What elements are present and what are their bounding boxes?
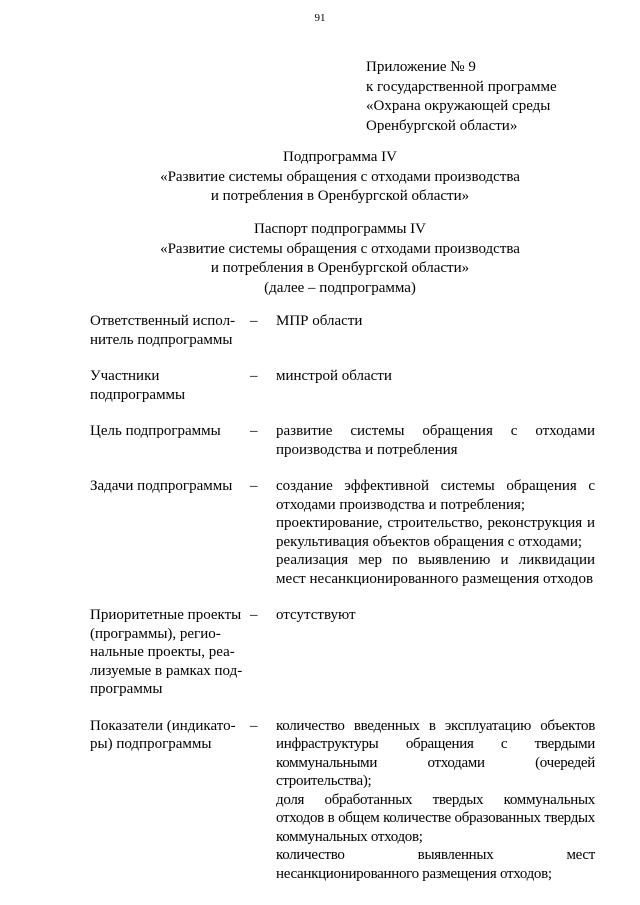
label-line: Участники — [90, 368, 160, 384]
value-paragraph: МПР области — [276, 313, 363, 329]
subprogram-title-line: Подпрограмма IV — [283, 149, 397, 165]
passport-table — [90, 312, 595, 883]
passport-row-tasks — [90, 477, 595, 588]
row-dash: – — [250, 717, 258, 734]
row-label — [90, 477, 248, 496]
passport-row-executor — [90, 312, 595, 349]
label-line: Цель подпрограммы — [90, 423, 221, 439]
passport-row-participants — [90, 367, 595, 404]
row-value — [276, 477, 595, 588]
row-label — [90, 367, 248, 404]
label-line: нитель подпрограммы — [90, 331, 233, 348]
subprogram-title-line: «Развитие системы обращения с отходами производства — [160, 168, 520, 185]
passport-row-indicators — [90, 717, 595, 884]
passport-row-goal — [90, 422, 595, 459]
value-paragraph: создание эффективной системы обращения с отходами производства и потребления; — [276, 478, 595, 513]
label-line: ры) подпрограммы — [90, 736, 212, 752]
row-label — [90, 717, 248, 754]
row-label — [90, 422, 248, 441]
passport-heading — [0, 220, 640, 298]
label-line: (программы), регио- — [90, 625, 221, 642]
annex-line: Оренбургской области» — [366, 117, 518, 134]
passport-heading-line: «Развитие системы обращения с отходами производства — [160, 240, 520, 257]
row-label — [90, 606, 248, 699]
row-value — [276, 717, 595, 884]
subprogram-title — [0, 148, 640, 207]
value-paragraph: реализация мер по выявлению и ликвидации мест несанкционированного размещения отходов — [276, 552, 595, 587]
value-paragraph: количество введенных в эксплуатацию объектов инфраструктуры обращения с твердыми коммунальными отходами (очередей строительства); — [276, 717, 595, 789]
value-paragraph: развитие системы обращения с отходами производства и потребления — [276, 423, 595, 458]
annex-line: Приложение № 9 — [366, 59, 476, 75]
value-paragraph: отсутствуют — [276, 607, 356, 623]
row-value — [276, 606, 595, 625]
row-dash: – — [250, 368, 258, 384]
label-line: нальные проекты, реа- — [90, 644, 235, 660]
label-line: Задачи подпрограммы — [90, 478, 233, 494]
label-line: программы — [90, 681, 163, 697]
label-line: лизуемые в рамках под- — [90, 662, 243, 679]
value-paragraph: доля обработанных твердых коммунальных отходов в общем количестве образованных твердых коммунальных отходов; — [276, 791, 595, 845]
row-dash: – — [250, 313, 258, 329]
annex-line: к государственной программе — [366, 78, 557, 95]
row-value — [276, 367, 595, 386]
row-dash: – — [250, 478, 258, 494]
passport-heading-line: и потребления в Оренбургской области» — [210, 260, 470, 276]
row-dash: – — [250, 607, 258, 623]
label-line: Ответственный испол- — [90, 313, 236, 329]
passport-row-priority-projects — [90, 606, 595, 699]
value-paragraph: минстрой области — [276, 368, 392, 384]
label-line: подпрограммы — [90, 386, 186, 403]
row-value — [276, 312, 595, 331]
passport-heading-line: Паспорт подпрограммы IV — [254, 221, 426, 237]
label-line: Показатели (индикато- — [90, 717, 236, 734]
annex-line: «Охрана окружающей среды — [366, 98, 551, 114]
label-line: Приоритетные проекты — [90, 607, 242, 623]
row-dash: – — [250, 423, 258, 439]
passport-heading-line: (далее – подпрограмма) — [264, 279, 416, 296]
annex-header — [366, 58, 557, 136]
page-number: 91 — [314, 12, 326, 24]
row-value — [276, 422, 595, 459]
subprogram-title-line: и потребления в Оренбургской области» — [210, 188, 470, 204]
row-label — [90, 312, 248, 349]
value-paragraph: проектирование, строительство, реконструкция и рекультивация объектов обращения с отходами; — [276, 515, 595, 550]
value-paragraph: количество выявленных мест несанкционированного размещения отходов; — [276, 847, 595, 882]
